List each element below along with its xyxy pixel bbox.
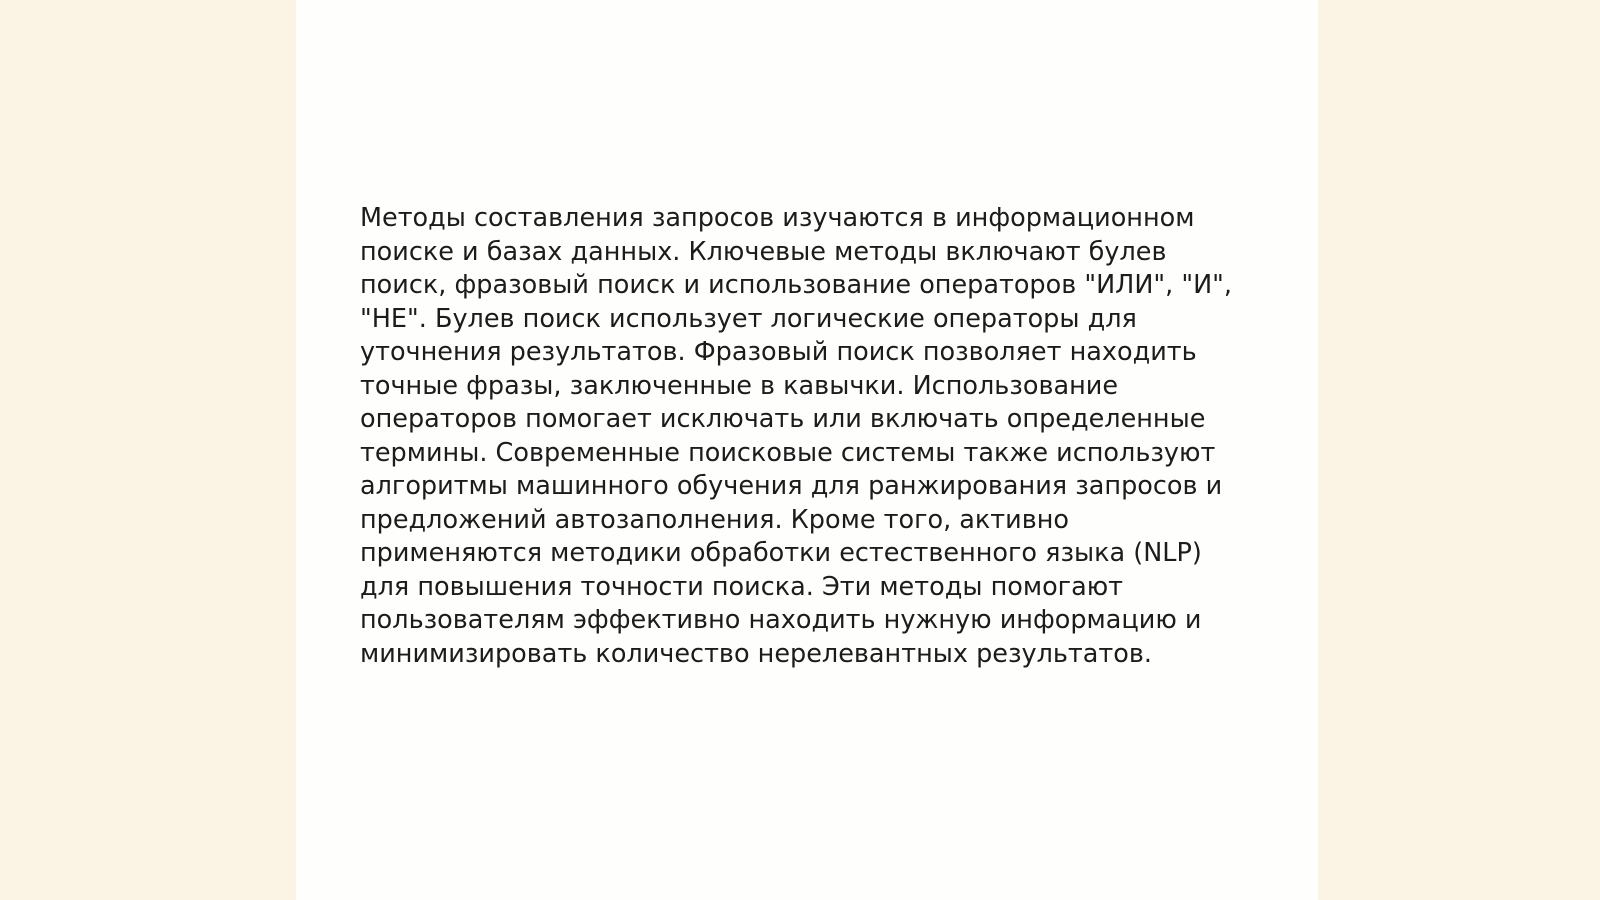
left-margin [0, 0, 296, 900]
slide-body-text: Методы составления запросов изучаются в информационном поиске и базах данных. Ключевые методы включают булев поиск, фразовый поиск и использование операторов "ИЛИ", "И", "НЕ". Булев поиск использует логические операторы для уточнения результатов. Фразовый поиск позволяет находить точные фразы, заключенные в кавычки. Использование операторов помогает исключать или включать определенные термины. Современные поисковые системы также используют алгоритмы машинного обучения для ранжирования запросов и предложений автозаполнения. Кроме того, активно применяются методики обработки естественного языка (NLP) для повышения точности поиска. Эти методы помогают пользователям эффективно находить нужную информацию и минимизировать количество нерелевантных результатов. [360, 203, 1232, 669]
slide [296, 0, 1318, 900]
right-margin [1318, 0, 1600, 900]
